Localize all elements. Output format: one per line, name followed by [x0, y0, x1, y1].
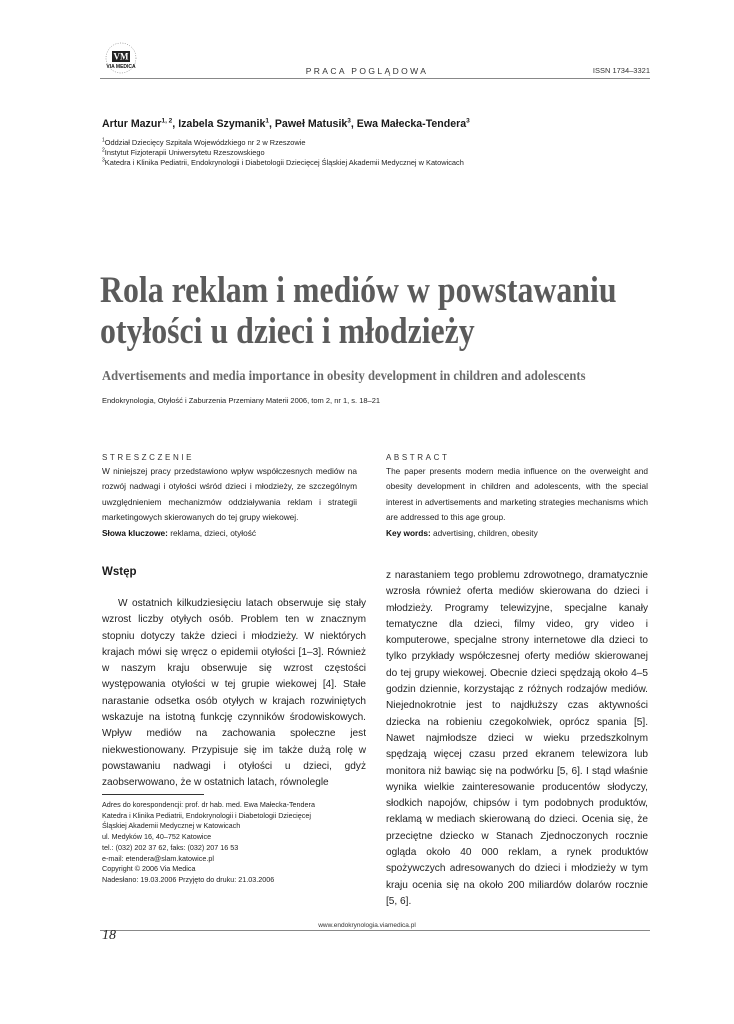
- affiliation: $^3$Katedra i Klinika Pediatrii, Endokrynologii i Diabetologii Dziecięcej Śląskiej Akademii Medycznej w Katowicach: [102, 157, 464, 167]
- author: Izabela Szymanik: [178, 118, 266, 130]
- streszczenie-heading: STRESZCZENIE: [102, 453, 195, 462]
- journal-url: www.endokrynologia.viamedica.pl: [318, 922, 416, 929]
- affiliation: $^1$Oddział Dziecięcy Szpitala Wojewódzkiego nr 2 w Rzeszowie: [102, 137, 306, 147]
- keywords: advertising, children, obesity: [433, 527, 538, 538]
- email: e-mail: etendera@slam.katowice.pl: [102, 853, 214, 863]
- author-list: Artur Mazur$^{1, 2}$, Izabela Szymanik$^1$, Paweł Matusik$^3$, Ewa Małecka-Tendera$^3$: [102, 117, 470, 130]
- article-type-label: PRACA POGLĄDOWA: [305, 66, 429, 76]
- streszczenie-body: W niniejszej pracy przedstawiono wpływ współczesnych mediów na rozwój nadwagi i otyłości wśród dzieci i młodzieży, ze szczególnym uwzględnieniem mechanizmów oddziaływania reklam i strategii marketingowych skierowanych do tej grupy wiekowej. Słowa kluczowe: reklama, dzieci, otyłość: [102, 466, 357, 538]
- svg-text:VM: VM: [113, 51, 129, 62]
- affiliation: $^2$Instytut Fizjoterapii Uniwersytetu Rzeszowskiego: [102, 147, 265, 157]
- footnote-divider: [102, 794, 204, 795]
- affiliations: [102, 138, 464, 167]
- keywords-label: Key words:: [386, 527, 431, 538]
- author: Paweł Matusik: [274, 118, 348, 130]
- footer-divider: [100, 930, 650, 931]
- issn: ISSN 1734–3321: [592, 66, 650, 75]
- keywords-label: Słowa kluczowe:: [102, 527, 168, 538]
- correspondence-footnote: Adres do korespondencji: prof. dr hab. med. Ewa Małecka-Tendera Katedra i Klinika Pediatrii, Endokrynologii i Diabetologii Dziecięcej Śląskiej Akademii Medycznej w Katowicach ul. Medyków 16, 40–752 Katowice tel.: (032) 202 37 62, faks: (032) 207 16 53 e-mail: etendera@slam.katowice.pl Copyright © 2006 Via Medica Nadesłano: 19.03.2006 Przyjęto do druku: 21.03.2006: [102, 800, 315, 884]
- abstract-body: The paper presents modern media influence on the overweight and obesity development in children and adolescents, with the special interest in advertisements and marketing strategies mechanisms which are addressed to this age group. Key words: advertising, children, obesity: [386, 466, 648, 538]
- citation: Endokrynologia, Otyłość i Zaburzenia Przemiany Materii 2006, tom 2, nr 1, s. 18–21: [102, 396, 381, 405]
- author: Artur Mazur: [102, 118, 162, 130]
- page-number: 18: [102, 928, 116, 943]
- english-title: Advertisements and media importance in obesity development in children and adolescents: [102, 369, 586, 384]
- header-divider: [100, 78, 650, 79]
- author: Ewa Małecka-Tendera: [356, 118, 467, 130]
- svg-text:VIA MEDICA: VIA MEDICA: [106, 64, 136, 70]
- section-title: Wstęp: [102, 566, 137, 578]
- body-left-column: W ostatnich kilkudziesięciu latach obserwuje się stały wzrost liczby otyłych osób. Problem ten w znacznym stopniu dotyczy także dzieci i młodzieży. W niektórych krajach mówi się wręcz o epidemii otyłości [1–3]. Również w naszym kraju obserwuje się wzrost częstości występowania otyłości w tej grupie wiekowej [4]. Stałe narastanie odsetka osób otyłych w krajach rozwiniętych wskazuje na istotną funkcję czynników środowiskowych. Wpływ mediów na zachowania społeczne jest niekwestionowany. Przypisuje się im także dużą rolę w powstawaniu nadwagi i otyłości u dzieci, gdyż zaobserwowano, że w ostatnich latach, równolegle: [102, 598, 366, 789]
- article-title: Rola reklam i mediów w powstawaniu otyłości u dzieci i młodzieży: [100, 270, 617, 352]
- keywords: reklama, dzieci, otyłość: [170, 527, 257, 538]
- body-right-column: z narastaniem tego problemu zdrowotnego, dramatycznie wzrosła również oferta mediów skierowana do dzieci i młodzieży. Programy telewizyjne, specjalne kanały tematyczne dla dzieci, filmy video, gry video i komputerowe, specjalne strony internetowe dla dzieci to tylko przykłady współczesnej oferty mediów skierowanej do tej grupy wiekowej. Obecnie dzieci spędzają około 4–5 godzin dziennie, korzystając z różnych rodzajów mediów. Niejednokrotnie jest to najdłuższy czas aktywności dziecka na robieniu czegokolwiek, oprócz spania [5]. Nawet najmłodsze dzieci w wieku przedszkolnym spędzają więcej czasu przed ekranem telewizora lub monitora niż bawiąc się na podwórku [5, 6]. I stąd właśnie wynika wielkie zainteresowanie producentów słodyczy, słodkich napojów, chipsów i tym podobnych produktów, reklamą w mediach skierowaną do dzieci. Ocenia się, że przeciętne dziecko w Stanach Zjednoczonych rocznie ogląda około 40 000 reklam, a rynek produktów spożywczych adresowanych do dzieci i młodzieży w tym kraju ocenia się na około 200 miliardów dolarów rocznie [5, 6].: [386, 570, 648, 907]
- abstract-heading: ABSTRACT: [386, 453, 450, 462]
